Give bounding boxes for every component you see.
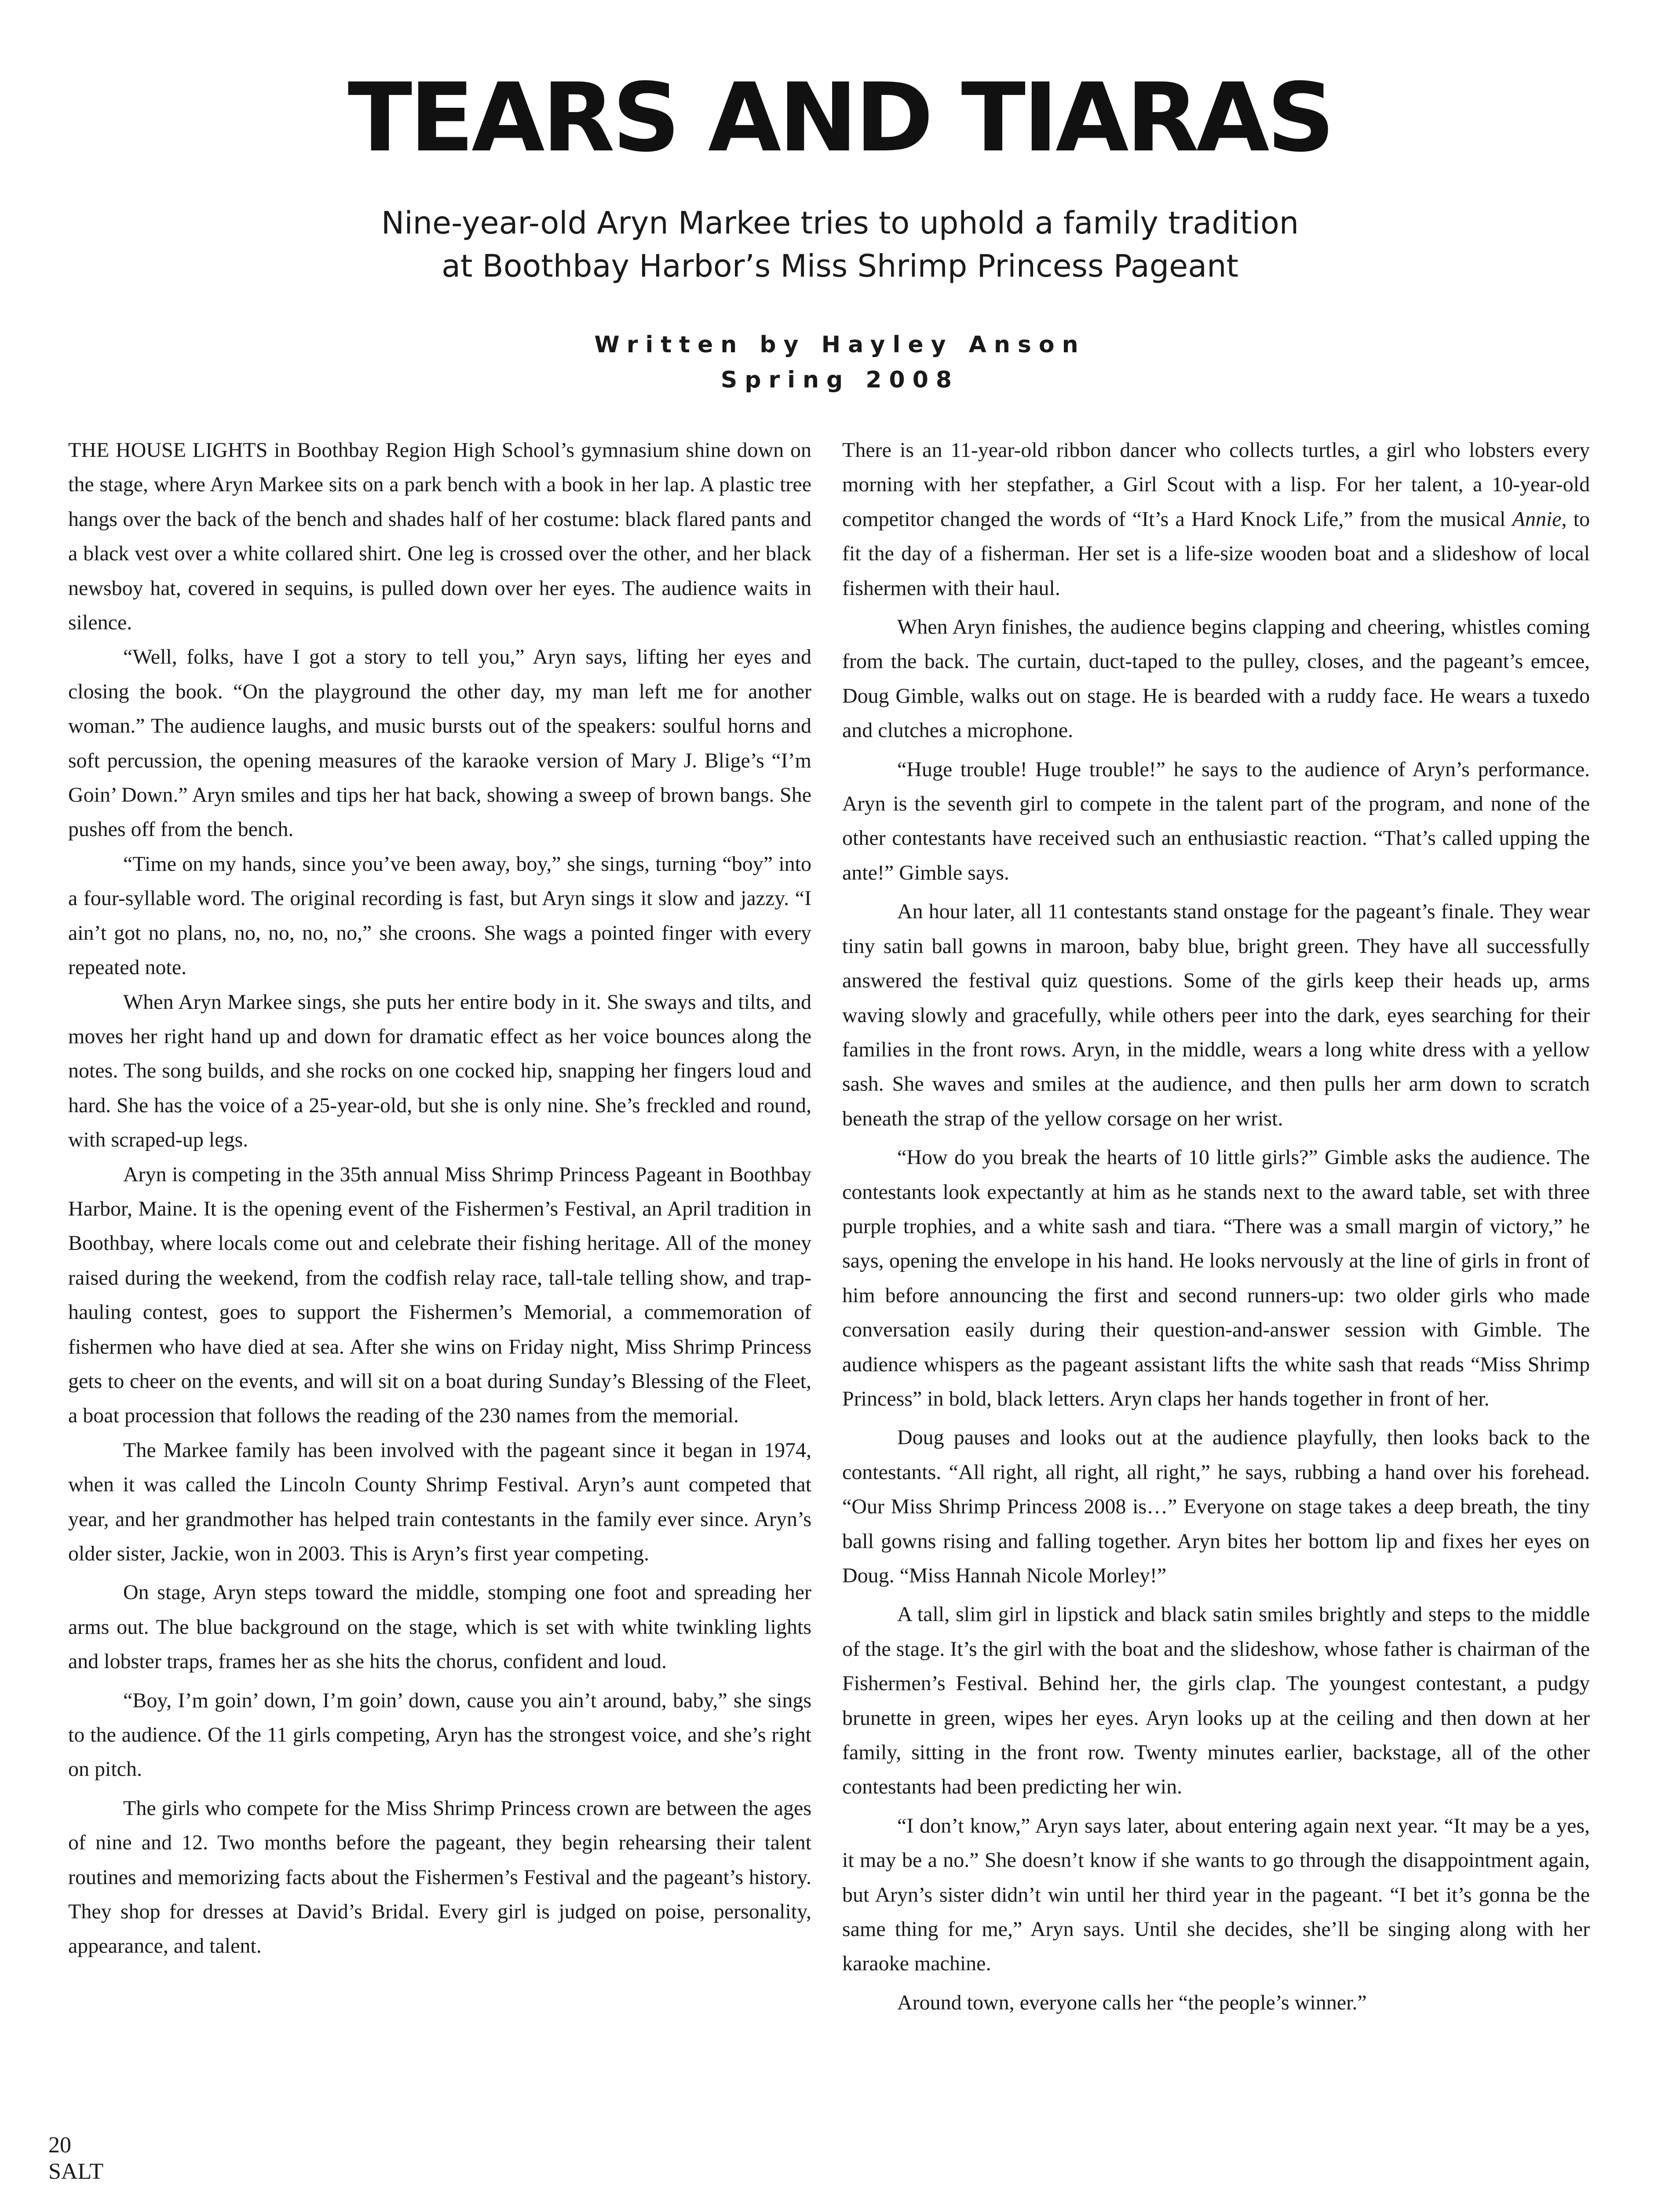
right-text-column: [842, 433, 1590, 2020]
body-paragraph: An hour later, all 11 contestants stand onstage for the pageant’s finale. They wear tiny satin ball gowns in maroon, baby blue, bright green. They have all successfully answered the festival quiz questions. Some of the girls keep their heads up, arms waving slowly and gracefully, while others peer into the dark, eyes searching for their families in the front rows. Aryn, in the middle, wears a long white dress with a yellow sash. She waves and smiles at the audience, and then pulls her arm down to scratch beneath the strap of the yellow corsage on her wrist.: [842, 900, 1590, 1130]
body-text: , to fit the day of a fisherman. Her set is a life-size wooden boat and a slideshow of local fishermen with their haul.: [842, 507, 1590, 600]
body-text: There is an 11-year-old ribbon dancer who collects turtles, a girl who lobsters every morning with her stepfather, a Girl Scout with a lisp. For her talent, a 10-year-old competitor changed the words of “It’s a Hard Knock Life,” from the musical: [842, 438, 1590, 531]
body-paragraph: A tall, slim girl in lipstick and black satin smiles brightly and steps to the middle of the stage. It’s the girl with the boat and the slideshow, whose father is chairman of the Fishermen’s Festival. Behind her, the girls clap. The youngest contestant, a pudgy brunette in green, wipes her eyes. Aryn looks up at the ceiling and then down at her family, sitting in the front row. Twenty minutes earlier, backstage, all of the other contestants had been predicting her win.: [842, 1603, 1590, 1799]
body-paragraph: When Aryn Markee sings, she puts her entire body in it. She sways and tilts, and moves her right hand up and down for dramatic effect as her voice bounces along the notes. The song builds, and she rocks on one cocked hip, snapping her fingers loud and hard. She has the voice of a 25-year-old, but she is only nine. She’s freckled and round, with scraped-up legs.: [68, 990, 811, 1152]
body-paragraph: On stage, Aryn steps toward the middle, stomping one foot and spreading her arms out. The blue background on the stage, which is set with white twinkling lights and lobster traps, frames her as she hits the chorus, confident and loud.: [68, 1581, 811, 1673]
article-subtitle: [0, 201, 1680, 288]
body-paragraph: “Well, folks, have I got a story to tell you,” Aryn says, lifting her eyes and closing the book. “On the playground the other day, my man left me for another woman.” The audience laughs, and music bursts out of the speakers: soulful horns and soft percussion, the opening measures of the karaoke version of Mary J. Blige’s “I’m Goin’ Down.” Aryn smiles and tips her hat back, showing a sweep of brown bangs. She pushes off from the bench.: [68, 645, 811, 841]
subtitle-line: Nine-year-old Aryn Markee tries to uphold a family tradition: [381, 205, 1299, 241]
musical-title: Annie: [1512, 507, 1562, 531]
page-number: 20: [48, 2133, 71, 2158]
body-paragraph: The girls who compete for the Miss Shrimp Princess crown are between the ages of nine and 12. Two months before the pageant, they begin rehearsing their talent routines and memorizing facts about the Fishermen’s Festival and the pageant’s history. They shop for dresses at David’s Bridal. Every girl is judged on poise, personality, appearance, and talent.: [68, 1796, 811, 1958]
magazine-name: SALT: [48, 2159, 104, 2184]
body-paragraph: Doug pauses and looks out at the audience playfully, then looks back to the contestants. “All right, all right, all right,” he says, rubbing a hand over his forehead. “Our Miss Shrimp Princess 2008 is…” Everyone on stage takes a deep breath, the tiny ball gowns rising and falling together. Aryn bites her bottom lip and fixes her eyes on Doug. “Miss Hannah Nicole Morley!”: [842, 1426, 1590, 1587]
author-credit: Written by Hayley Anson: [594, 332, 1086, 358]
body-paragraph: Aryn is competing in the 35th annual Miss Shrimp Princess Pageant in Boothbay Harbor, Maine. It is the opening event of the Fishermen’s Festival, an April tradition in Boothbay, where locals come out and celebrate their fishing heritage. All of the money raised during the weekend, from the codfish relay race, tall-tale telling show, and trap-hauling contest, goes to support the Fishermen’s Memorial, a commemoration of fishermen who have died at sea. After she wins on Friday night, Miss Shrimp Princess gets to cheer on the events, and will sit on a boat during Sunday’s Blessing of the Fleet, a boat procession that follows the reading of the 230 names from the memorial.: [68, 1162, 811, 1428]
subtitle-line: at Boothbay Harbor’s Miss Shrimp Princess Pageant: [442, 248, 1238, 284]
body-paragraph: The Markee family has been involved with the pageant since it began in 1974, when it was called the Lincoln County Shrimp Festival. Aryn’s aunt competed that year, and her grandmother has helped train contestants in the family ever since. Aryn’s older sister, Jackie, won in 2003. This is Aryn’s first year competing.: [68, 1438, 811, 1565]
page-footer: [48, 2132, 103, 2185]
body-paragraph: “How do you break the hearts of 10 little girls?” Gimble asks the audience. The contestants look expectantly at him as he stands next to the award table, set with three purple trophies, and a white sash and tiara. “There was a small margin of victory,” he says, opening the envelope in his hand. He looks nervously at the line of girls in front of him before announcing the first and second runners-up: two older girls who made conversation easily during their question-and-answer session with Gimble. The audience whispers as the pageant assistant lifts the white sash that reads “Miss Shrimp Princess” in bold, black letters. Aryn claps her hands together in front of her.: [842, 1146, 1590, 1410]
body-paragraph: Around town, everyone calls her “the people’s winner.”: [897, 1991, 1367, 2014]
article-title: TEARS AND TIARAS: [347, 62, 1333, 173]
body-paragraph: “Time on my hands, since you’ve been away, boy,” she sings, turning “boy” into a four-syllable word. The original recording is fast, but Aryn sings it slow and jazzy. “I ain’t got no plans, no, no, no, no,” she croons. She wags a pointed finger with every repeated note.: [68, 852, 811, 979]
body-paragraph: [842, 433, 1590, 606]
body-paragraph: “Huge trouble! Huge trouble!” he says to the audience of Aryn’s performance. Aryn is the seventh girl to compete in the talent part of the program, and none of the other contestants have received such an enthusiastic reaction. “That’s called upping the ante!” Gimble says.: [842, 757, 1590, 884]
body-paragraph: When Aryn finishes, the audience begins clapping and cheering, whistles coming from the back. The curtain, duct-taped to the pulley, closes, and the pageant’s emcee, Doug Gimble, walks out on stage. He is bearded with a ruddy face. He wears a tuxedo and clutches a microphone.: [842, 615, 1590, 742]
byline: [0, 327, 1680, 398]
body-paragraph: “Boy, I’m goin’ down, I’m goin’ down, cause you ain’t around, baby,” she sings to the audience. Of the 11 girls competing, Aryn has the strongest voice, and she’s right on pitch.: [68, 1688, 811, 1781]
left-text-column: [68, 433, 811, 1964]
body-paragraph: THE HOUSE LIGHTS in Boothbay Region High School’s gymnasium shine down on the stage, where Aryn Markee sits on a park bench with a book in her lap. A plastic tree hangs over the back of the bench and shades half of her costume: black flared pants and a black vest over a white collared shirt. One leg is crossed over the other, and her black newsboy hat, covered in sequins, is pulled down over her eyes. The audience waits in silence.: [68, 438, 811, 635]
body-paragraph: “I don’t know,” Aryn says later, about entering again next year. “It may be a yes, it may be a no.” She doesn’t know if she wants to go through the disappointment again, but Aryn’s sister didn’t win until her third year in the pageant. “I bet it’s gonna be the same thing for me,” Aryn says. Until she decides, she’ll be singing along with her karaoke machine.: [842, 1814, 1590, 1976]
publication-date: Spring 2008: [720, 367, 960, 393]
